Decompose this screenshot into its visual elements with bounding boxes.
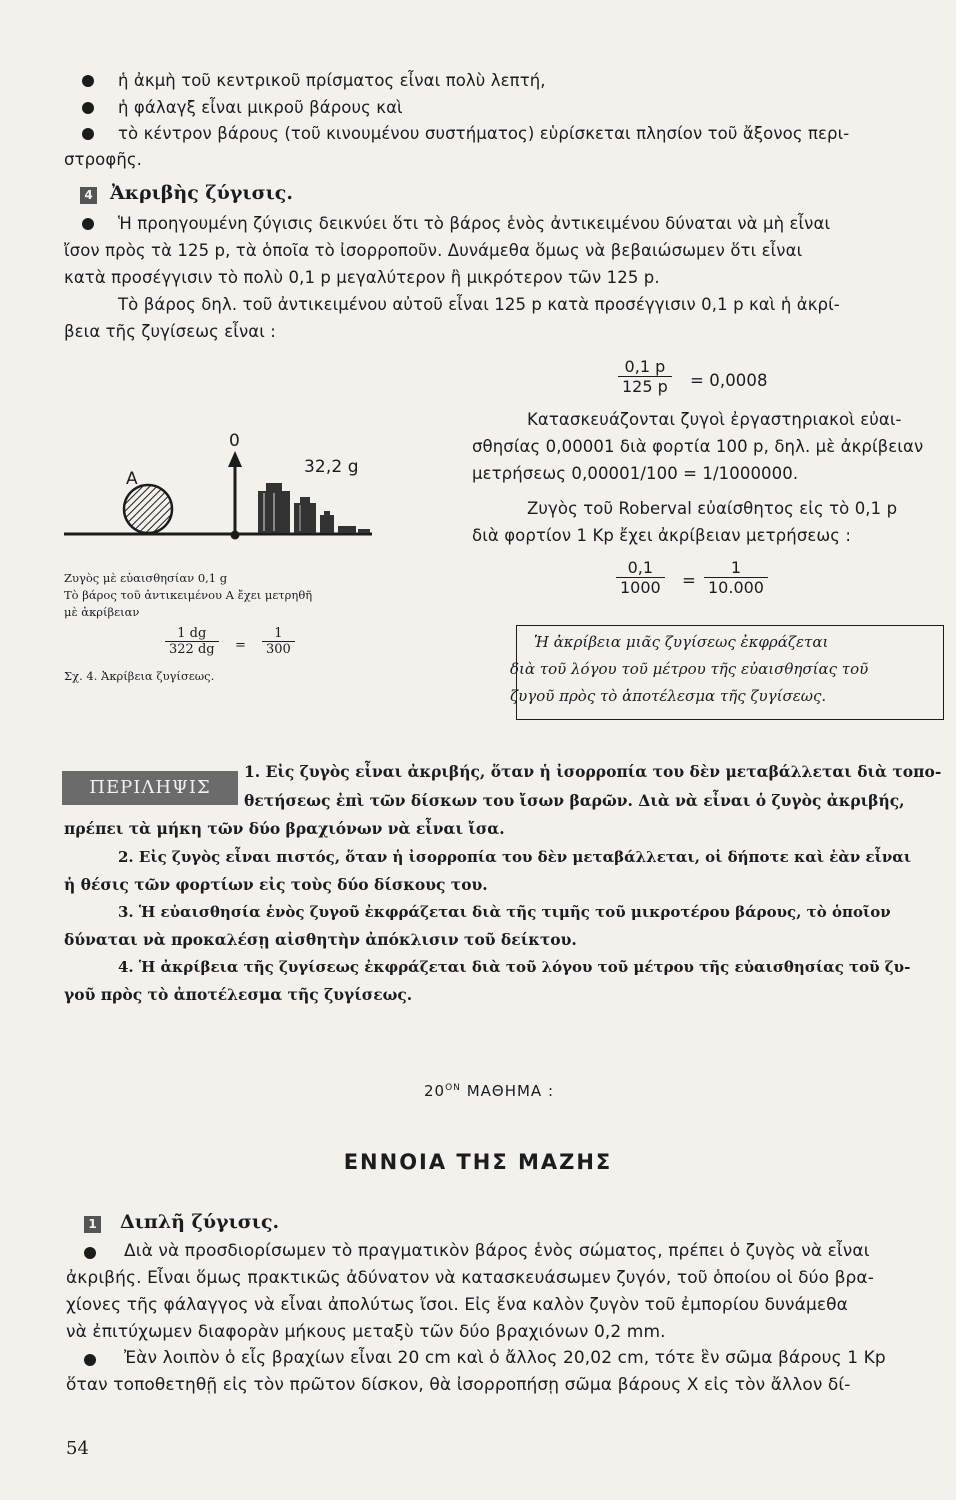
section-number-badge: 1 — [84, 1216, 101, 1233]
bullet-text: ἡ ἀκμὴ τοῦ κεντρικοῦ πρίσματος εἶναι πολὺ λεπτή, — [118, 71, 546, 90]
lesson-number: 20 — [424, 1082, 446, 1100]
summary-line: 3. Ἡ εὐαισθησία ἑνὸς ζυγοῦ ἐκφράζεται διὰ τῆς τιμῆς τοῦ μικροτέρου βάρους, τὸ ὁποῖον — [118, 903, 891, 921]
paragraph-line: νὰ ἐπιτύχωμεν διαφορὰν μήκους μεταξὺ τῶν δύο βραχιόνων 0,2 mm. — [66, 1322, 666, 1342]
roberval-fraction-left — [616, 558, 665, 597]
paragraph-line: σθησίας 0,00001 διὰ φορτία 100 p, δηλ. μὲ ἀκρίβειαν — [472, 437, 924, 456]
figure-caption-line: Ζυγὸς μὲ εὐαισθησίαν 0,1 g — [64, 571, 228, 585]
fraction-result: = 0,0008 — [690, 371, 768, 390]
bullet-icon — [82, 102, 94, 114]
fraction-numerator: 1 dg — [165, 626, 219, 642]
summary-line: δύναται νὰ προκαλέσῃ αἰσθητὴν ἀπόκλισιν τοῦ δείκτου. — [64, 930, 577, 949]
paragraph-line: κατὰ προσέγγισιν τὸ πολὺ 0,1 p μεγαλύτερον ἢ μικρότερον τῶν 125 p. — [64, 268, 660, 287]
bullet-text: ἡ φάλαγξ εἶναι μικροῦ βάρους καὶ — [118, 98, 403, 117]
summary-line: 4. Ἡ ἀκρίβεια τῆς ζυγίσεως ἐκφράζεται διὰ τοῦ λόγου τοῦ μέτρου τῆς εὐαισθησίας τοῦ ζυ- — [118, 958, 911, 976]
paragraph-line: ἀκριβής. Εἶναι ὅμως πρακτικῶς ἀδύνατον νὰ κατασκευάσωμεν ζυγόν, τοῦ ὁποίου οἱ δύο βρα- — [66, 1268, 874, 1288]
summary-line: θετήσεως ἐπὶ τῶν δίσκων του ἴσων βαρῶν. Διὰ νὰ εἶναι ὁ ζυγὸς ἀκριβής, — [244, 791, 905, 810]
figure-label-weight: 32,2 g — [304, 457, 359, 477]
fraction-denominator: 10.000 — [708, 578, 764, 597]
equals-sign: = — [235, 638, 246, 653]
lesson-number-suffix: ΟΝ — [445, 1083, 461, 1093]
fraction-numerator: 0,1 — [616, 558, 665, 578]
fraction-numerator: 1 — [704, 558, 768, 578]
bullet-icon — [82, 128, 94, 140]
summary-label: ΠΕΡΙΛΗΨΙΣ — [62, 771, 238, 805]
paragraph-line: ὅταν τοποθετηθῇ εἰς τὸν πρῶτον δίσκον, θὰ ἰσορροπήσῃ σῶμα βάρους X εἰς τὸν ἄλλον δί- — [66, 1375, 851, 1395]
weight-small — [320, 515, 334, 533]
paragraph-line: χίονες τῆς φάλαγγος νὰ εἶναι ἀπολύτως ἴσοι. Εἰς ἕνα καλὸν ζυγὸν τοῦ ἐμπορίου δυνάμεθα — [66, 1295, 848, 1315]
bullet-text: τὸ κέντρον βάρους (τοῦ κινουμένου συστήματος) εὑρίσκεται πλησίον τοῦ ἄξονος περι- — [118, 124, 850, 143]
paragraph-line: Ἐὰν λοιπὸν ὁ εἷς βραχίων εἶναι 20 cm καὶ ὁ ἄλλος 20,02 cm, τότε ἓν σῶμα βάρους 1 Kp — [124, 1348, 886, 1368]
paragraph-line: βεια τῆς ζυγίσεως εἶναι : — [64, 322, 276, 341]
section-heading: Ἀκριβὴς ζύγισις. — [110, 182, 293, 204]
pointer-base-dot — [231, 531, 240, 540]
definition-line: ζυγοῦ πρὸς τὸ ἀποτέλεσμα τῆς ζυγίσεως. — [510, 687, 827, 705]
precision-fraction — [618, 357, 672, 396]
figure-fraction-right — [262, 626, 295, 657]
weight-medium — [294, 503, 316, 533]
paragraph-line: Διὰ νὰ προσδιορίσωμεν τὸ πραγματικὸν βάρος ἑνὸς σώματος, πρέπει ὁ ζυγὸς νὰ εἶναι — [124, 1241, 870, 1261]
summary-line: πρέπει τὰ μήκη τῶν δύο βραχιόνων νὰ εἶναι ἴσα. — [64, 819, 505, 838]
paragraph-line: ἴσον πρὸς τὰ 125 p, τὰ ὁποῖα τὸ ἰσορροποῦν. Δυνάμεθα ὅμως νὰ βεβαιώσωμεν ὅτι εἶναι — [64, 241, 803, 260]
summary-line: 1. Εἰς ζυγὸς εἶναι ἀκριβής, ὅταν ἡ ἰσορροπία του δὲν μεταβάλλεται διὰ τοπο- — [244, 762, 942, 781]
page-number: 54 — [66, 1438, 89, 1459]
bullet-text-continued: στροφῆς. — [64, 150, 143, 169]
summary-line: 2. Εἰς ζυγὸς εἶναι πιστός, ὅταν ἡ ἰσορροπία του δὲν μεταβάλλεται, οἱ δήποτε καὶ ἐὰν εἶναι — [118, 848, 912, 866]
figure-caption-line: Τὸ βάρος τοῦ ἀντικειμένου A ἔχει μετρηθῆ — [64, 588, 313, 602]
paragraph-line: διὰ φορτίον 1 Kp ἔχει ἀκρίβειαν μετρήσεως : — [472, 526, 852, 545]
definition-text — [510, 629, 934, 710]
bullet-icon — [84, 1354, 96, 1366]
summary-line: ἡ θέσις τῶν φορτίων εἰς τοὺς δύο δίσκους του. — [64, 875, 488, 894]
fraction-numerator: 1 — [262, 626, 295, 642]
figure-title: Σχ. 4. Ἀκρίβεια ζυγίσεως. — [64, 669, 215, 683]
lesson-label: ΜΑΘΗΜΑ : — [466, 1082, 555, 1100]
section-heading: Διπλῆ ζύγισις. — [120, 1211, 280, 1233]
summary-line: γοῦ πρὸς τὸ ἀποτέλεσμα τῆς ζυγίσεως. — [64, 985, 413, 1004]
bullet-icon — [82, 75, 94, 87]
bullet-icon — [82, 218, 94, 230]
fraction-denominator: 125 p — [622, 377, 668, 396]
figure-label-o: 0 — [229, 431, 240, 451]
paragraph-line: μετρήσεως 0,00001/100 = 1/1000000. — [472, 464, 799, 483]
bullet-icon — [84, 1247, 96, 1259]
fraction-denominator: 300 — [266, 642, 291, 657]
fraction-denominator: 1000 — [620, 578, 661, 597]
section-number-badge: 4 — [80, 187, 97, 204]
figure-fraction-left — [165, 626, 219, 657]
balance-figure — [62, 425, 382, 575]
paragraph-line: Κατασκευάζονται ζυγοὶ ἐργαστηριακοὶ εὐαι- — [527, 410, 902, 429]
roberval-fraction-right — [704, 558, 768, 597]
fraction-denominator: 322 dg — [169, 642, 215, 657]
paragraph-line: Τὸ βάρος δηλ. τοῦ ἀντικειμένου αὐτοῦ εἶναι 125 p κατὰ προσέγγισιν 0,1 p καὶ ἡ ἀκρί- — [118, 295, 840, 314]
weight-plate — [338, 526, 356, 533]
paragraph-line: Ἡ προηγουμένη ζύγισις δεικνύει ὅτι τὸ βάρος ἑνὸς ἀντικειμένου δύναται νὰ μὴ εἶναι — [118, 214, 831, 233]
equals-sign: = — [682, 571, 696, 590]
chapter-title: ΕΝΝΟΙΑ ΤΗΣ ΜΑΖΗΣ — [343, 1150, 613, 1174]
figure-label-a: A — [126, 469, 138, 489]
lesson-heading — [424, 1082, 554, 1100]
fraction-numerator: 0,1 p — [618, 357, 672, 377]
definition-line: διὰ τοῦ λόγου τοῦ μέτρου τῆς εὐαισθησίας τοῦ — [510, 660, 869, 678]
definition-line: Ἡ ἀκρίβεια μιᾶς ζυγίσεως ἐκφράζεται — [534, 633, 829, 651]
paragraph-line: Ζυγὸς τοῦ Roberval εὐαίσθητος εἰς τὸ 0,1 p — [527, 499, 898, 518]
figure-caption-line: μὲ ἀκρίβειαν — [64, 605, 140, 619]
